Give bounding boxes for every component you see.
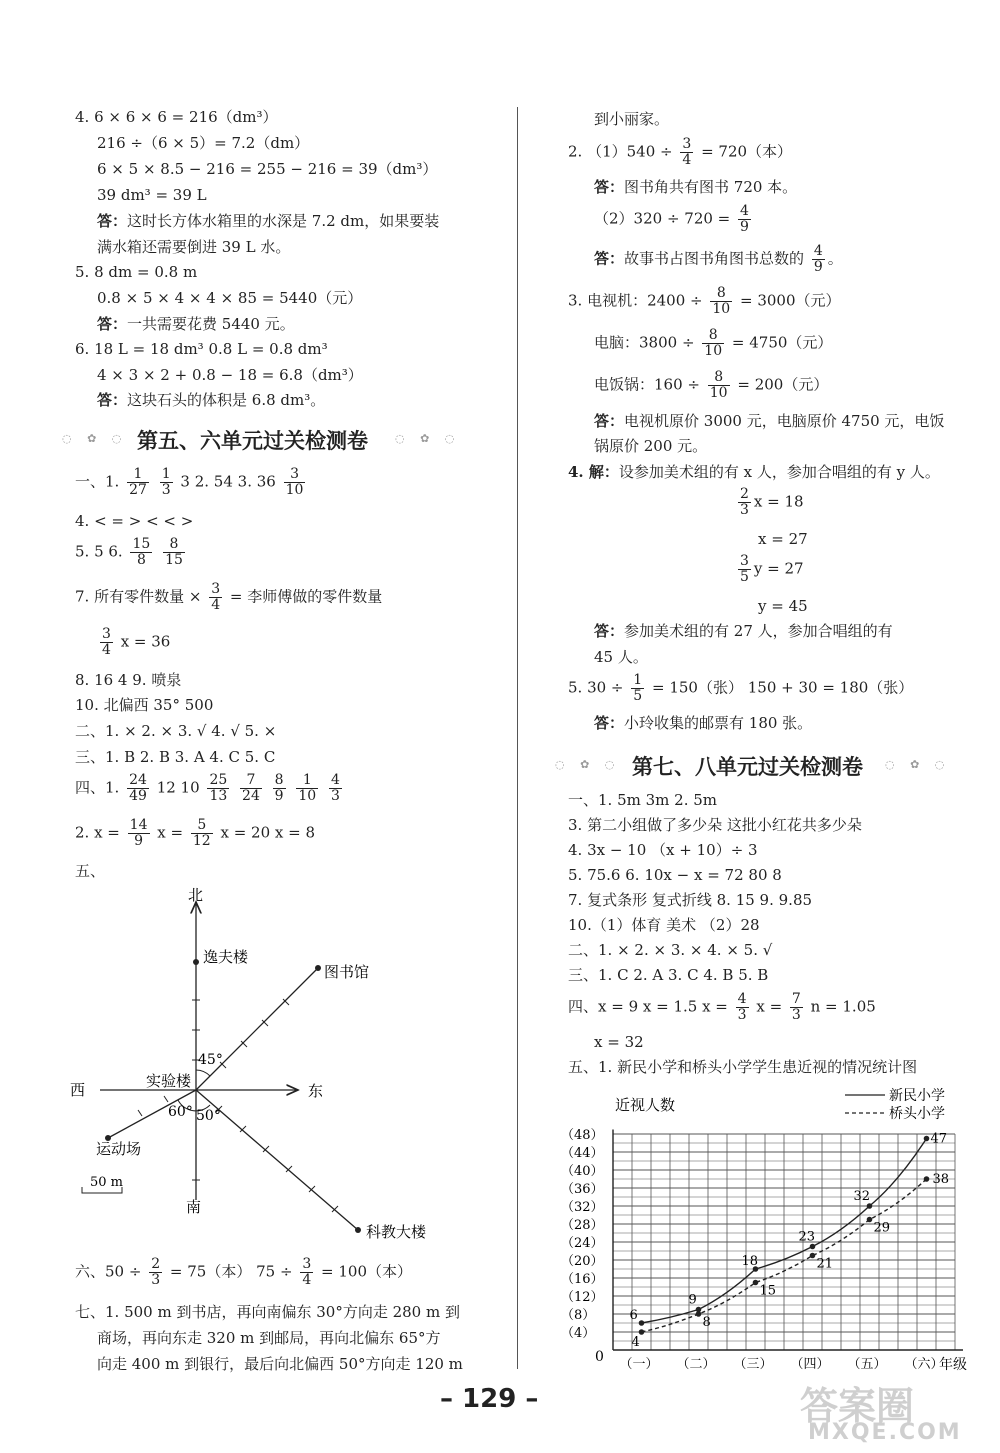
l-q4-line4: 39 dm³ = 39 L	[97, 186, 207, 204]
r-q4-eq4: y = 45	[758, 597, 808, 615]
chart-ylabel: 近视人数	[615, 1096, 676, 1114]
r-q2-line2: （2）320 ÷ 720 = $\frac{4}{9}$	[594, 203, 749, 235]
point-science	[355, 1227, 361, 1233]
y-tick-label: （36）	[561, 1182, 604, 1197]
r-q3-answer: 答：电视机原价 3000 元，电脑原价 4750 元，电饭	[594, 412, 945, 430]
r-q5-answer: 答：小玲收集的邮票有 180 张。	[594, 714, 813, 732]
r-q4-answer-2: 45 人。	[594, 648, 648, 666]
l-s1-line7: 7. 所有零件数量 × $\frac{3}{4}$ = 李师傅做的零件数量	[75, 581, 383, 613]
r-s4-line1: 四、x = 9 x = 1.5 x = $\frac{4}{3}$ x = $\frac{7}{3}$ n = 1.05	[568, 991, 876, 1023]
r-s1-line5: 5. 75.6 6. 10x − x = 72 80 8	[568, 866, 782, 884]
ray-library	[196, 968, 318, 1090]
l-s1-line4: 4. < = > < < >	[75, 512, 194, 530]
r-q2-line1: 2. （1）540 ÷ $\frac{3}{4}$ = 720（本）	[568, 136, 793, 168]
r-q3-answer-2: 锅原价 200 元。	[594, 437, 708, 455]
r-q3-line1: 3. 电视机：2400 ÷ $\frac{8}{10}$ = 3000（元）	[568, 285, 841, 317]
page-number: – 129 –	[440, 1384, 539, 1414]
data-point	[924, 1176, 930, 1182]
chart-x-ticks	[620, 1357, 944, 1372]
data-point	[867, 1217, 873, 1223]
data-label: 9	[688, 1292, 697, 1308]
data-point	[696, 1311, 702, 1317]
data-label: 47	[930, 1131, 948, 1147]
legend-xinmin: 新民小学	[889, 1088, 945, 1104]
data-label: 38	[932, 1172, 950, 1187]
x-tick-label: （五）	[847, 1357, 887, 1372]
l-s5-label: 五、	[75, 862, 106, 880]
data-point	[867, 1203, 873, 1209]
l-s7-line3: 向走 400 m 到银行，最后向北偏西 50°方向走 120 m	[97, 1355, 463, 1373]
data-label: 23	[798, 1229, 816, 1245]
y-tick-label: （4）	[561, 1326, 596, 1341]
r-s1-line4: 4. 3x − 10 （x + 10）÷ 3	[568, 841, 758, 859]
data-label: 21	[816, 1256, 834, 1272]
label-lab: 实验楼	[146, 1072, 192, 1090]
l-s1-line1: 一、1. $\frac{1}{27}$ $\frac{1}{3}$ 3 2. 54 3. 36 $\frac{3}{10}$	[75, 466, 304, 498]
l-s1-line10: 10. 北偏西 35° 500	[75, 696, 214, 714]
arc-45	[196, 1070, 210, 1076]
l-s4-line1: 四、1. $\frac{24}{49}$ 12 10 $\frac{25}{13}$ $\frac{7}{24}$ $\frac{8}{9}$ $\frac{1}{10}$ $\frac{4}{3}$	[75, 772, 340, 804]
title-deco-right: ◌ ✿ ◌	[395, 432, 461, 445]
x-tick-label: （一）	[619, 1357, 659, 1372]
data-label: 8	[702, 1315, 711, 1330]
r-q5-line1: 5. 30 ÷ $\frac{1}{5}$ = 150（张） 150 + 30 = 180（张）	[568, 672, 914, 704]
label-angle-45: 45°	[198, 1052, 223, 1068]
l-s1-line8: 8. 16 4 9. 喷泉	[75, 671, 182, 689]
r-q4-eq3: $\frac{3}{5}$ y = 27	[740, 553, 804, 585]
r-s5-title: 五、1. 新民小学和桥头小学学生患近视的情况统计图	[568, 1058, 918, 1076]
x-tick-label: （三）	[733, 1357, 773, 1372]
l-q4-line1: 4. 6 × 6 × 6 = 216（dm³）	[75, 108, 278, 126]
r-continuation: 到小丽家。	[594, 110, 670, 128]
chart-y-ticks	[561, 1128, 604, 1341]
data-point	[810, 1244, 816, 1250]
data-label: 6	[629, 1308, 638, 1323]
label-yifu: 逸夫楼	[203, 948, 249, 966]
point-yifu	[193, 959, 199, 965]
label-angle-60: 60°	[168, 1104, 193, 1120]
data-point	[753, 1280, 759, 1286]
r-s1-line7: 7. 复式条形 复式折线 8. 15 9. 9.85	[568, 891, 813, 909]
l-s7-line1: 七、1. 500 m 到书店，再向南偏东 30°方向走 280 m 到	[75, 1303, 460, 1321]
data-point	[810, 1253, 816, 1259]
y-tick-label: （20）	[561, 1254, 604, 1269]
l-s6: 六、50 ÷ $\frac{2}{3}$ = 75（本） 75 ÷ $\frac{3}{4}$ = 100（本）	[75, 1256, 412, 1288]
chart-xlabel: 年级	[939, 1357, 967, 1373]
point-library	[315, 965, 321, 971]
label-scale: 50 m	[90, 1175, 124, 1190]
title2-deco-left: ◌ ✿ ◌	[555, 758, 621, 771]
data-label: 32	[853, 1189, 871, 1204]
watermark-url: MXQE.COM	[808, 1420, 962, 1445]
title-deco-left: ◌ ✿ ◌	[62, 432, 128, 445]
label-sports: 运动场	[96, 1140, 142, 1158]
r-q4-eq2: x = 27	[758, 530, 808, 548]
r-s4-line2: x = 32	[594, 1033, 644, 1051]
x-tick-label: （六）	[904, 1357, 944, 1372]
y-tick-label: （12）	[561, 1290, 604, 1305]
r-q2-answer2: 答：故事书占图书角图书总数的 $\frac{4}{9}$ 。	[594, 243, 843, 275]
label-library: 图书馆	[324, 963, 370, 981]
label-science: 科教大楼	[366, 1223, 427, 1241]
r-s3: 三、1. C 2. A 3. C 4. B 5. B	[568, 966, 769, 984]
r-s2: 二、1. × 2. × 3. × 4. × 5. √	[568, 941, 773, 959]
section-title-7-8: 第七、八单元过关检测卷	[632, 755, 863, 779]
l-s3: 三、1. B 2. B 3. A 4. C 5. C	[75, 748, 276, 766]
l-s4-line2: 2. x = $\frac{14}{9}$ x = $\frac{5}{12}$ x = 20 x = 8	[75, 817, 315, 849]
r-q4-answer: 答：参加美术组的有 27 人，参加合唱组的有	[594, 622, 893, 640]
r-q2-answer1: 答：图书角共有图书 720 本。	[594, 178, 798, 196]
label-angle-50: 50°	[196, 1108, 221, 1124]
r-s1-line1: 一、1. 5m 3m 2. 5m	[568, 791, 717, 809]
l-q6-answer: 答：这块石头的体积是 6.8 dm³。	[97, 391, 326, 409]
watermark-text: 答案圈	[800, 1384, 915, 1428]
r-q4-eq1: $\frac{2}{3}$ x = 18	[740, 486, 804, 518]
label-south: 南	[186, 1198, 202, 1216]
y-tick-label: （8）	[561, 1308, 596, 1323]
r-s1-line3: 3. 第二小组做了多少朵 这批小红花共多少朵	[568, 816, 862, 834]
column-divider	[517, 107, 518, 1369]
l-s1-line5: 5. 5 6. $\frac{15}{8}$ $\frac{8}{15}$	[75, 536, 183, 568]
l-q5-line2: 0.8 × 5 × 4 × 4 × 85 = 5440（元）	[97, 289, 363, 307]
l-s2: 二、1. × 2. × 3. √ 4. √ 5. ×	[75, 722, 277, 740]
x-tick-label: （二）	[676, 1357, 716, 1372]
l-s7-line2: 商场，再向东走 320 m 到邮局，再向北偏东 65°方	[97, 1329, 441, 1347]
y-tick-label: （40）	[561, 1164, 604, 1179]
x-tick-label: （四）	[790, 1357, 830, 1372]
data-point	[639, 1329, 645, 1335]
chart-legend	[845, 1088, 945, 1122]
legend-qiaotou: 桥头小学	[889, 1106, 945, 1122]
y-tick-label: （44）	[561, 1146, 604, 1161]
y-tick-label: （28）	[561, 1218, 604, 1233]
l-q6-line1: 6. 18 L = 18 dm³ 0.8 L = 0.8 dm³	[75, 340, 328, 358]
data-label: 4	[631, 1335, 640, 1350]
y-tick-label: （48）	[561, 1128, 604, 1143]
r-q4-line1: 4. 解：设参加美术组的有 x 人，参加合唱组的有 y 人。	[568, 463, 940, 481]
r-q3-line2: 电脑：3800 ÷ $\frac{8}{10}$ = 4750（元）	[594, 327, 833, 359]
direction-map	[60, 880, 460, 1241]
y-tick-label: （32）	[561, 1200, 604, 1215]
data-label: 29	[873, 1220, 891, 1236]
myopia-line-chart	[555, 1080, 975, 1380]
l-q5-answer: 答：一共需要花费 5440 元。	[97, 315, 295, 333]
r-s1-line10: 10.（1）体育 美术 （2）28	[568, 916, 760, 934]
l-q4-answer-2: 满水箱还需要倒进 39 L 水。	[97, 238, 291, 256]
l-q4-line2: 216 ÷（6 × 5）= 7.2（dm）	[97, 134, 310, 152]
l-q4-answer: 答：这时长方体水箱里的水深是 7.2 dm，如果要装	[97, 212, 440, 230]
label-north: 北	[188, 886, 204, 904]
l-q4-line3: 6 × 5 × 8.5 − 216 = 255 − 216 = 39（dm³）	[97, 160, 438, 178]
data-point	[639, 1320, 645, 1326]
data-label: 18	[741, 1254, 759, 1269]
y-tick-label: （16）	[561, 1272, 604, 1287]
chart-origin: 0	[595, 1349, 604, 1365]
l-s1-line7-eq: $\frac{3}{4}$ x = 36	[102, 626, 171, 658]
data-label: 15	[759, 1283, 777, 1299]
r-q3-line3: 电饭锅：160 ÷ $\frac{8}{10}$ = 200（元）	[594, 369, 829, 401]
title2-deco-right: ◌ ✿ ◌	[885, 758, 951, 771]
data-point	[924, 1136, 930, 1142]
chart-series	[630, 1132, 950, 1351]
l-q5-line1: 5. 8 dm = 0.8 m	[75, 263, 198, 281]
l-q6-line2: 4 × 3 × 2 + 0.8 − 18 = 6.8（dm³）	[97, 366, 363, 384]
section-title-5-6: 第五、六单元过关检测卷	[137, 429, 368, 453]
label-east: 东	[308, 1082, 324, 1100]
y-tick-label: （24）	[561, 1236, 604, 1251]
label-west: 西	[70, 1081, 86, 1099]
